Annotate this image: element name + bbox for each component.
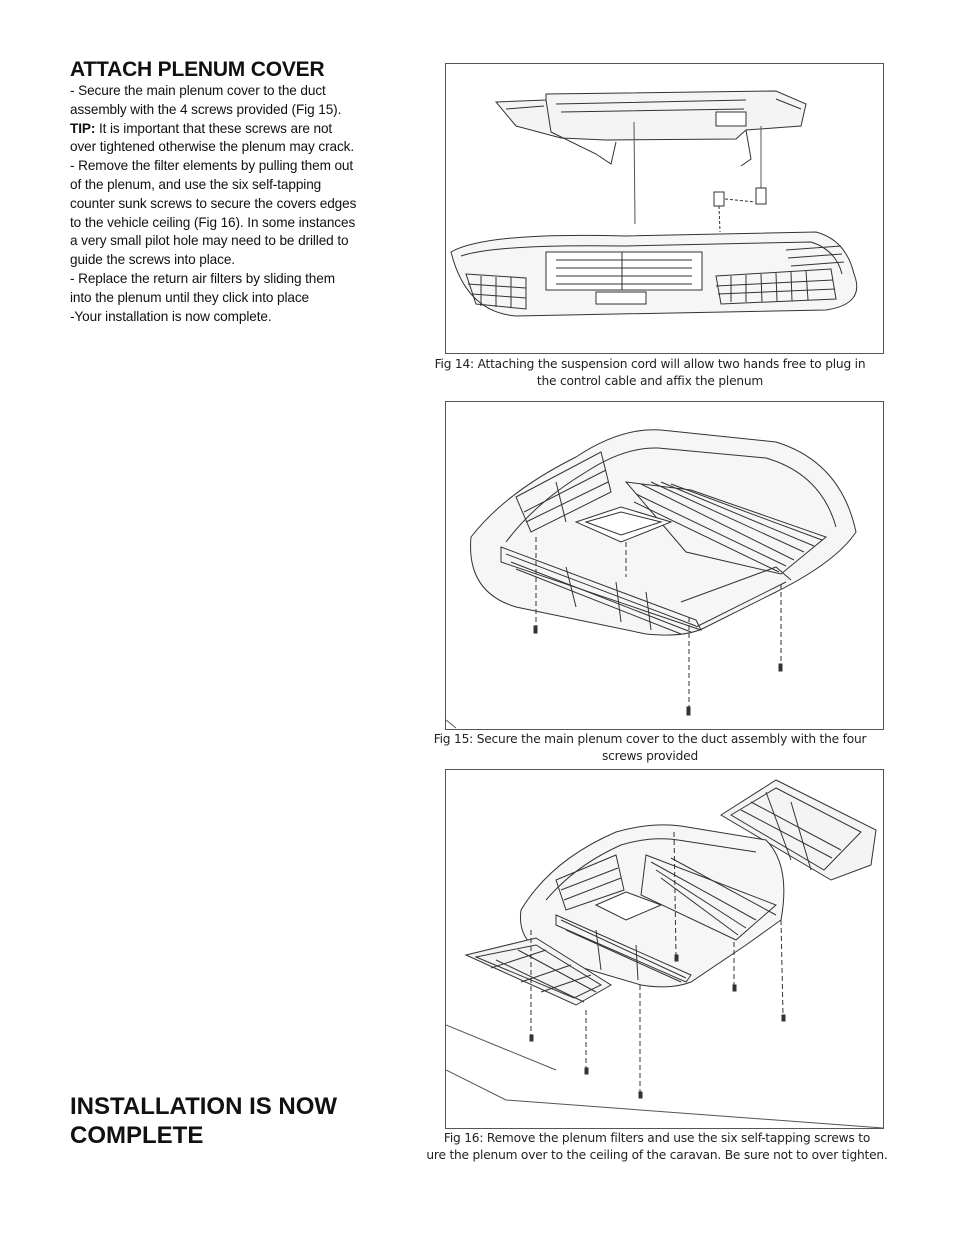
tip-text: It is important that these screws are not over tightened otherwise the plenum may crack. xyxy=(70,120,355,155)
figure-14-caption-line-2: the control cable and affix the plenum xyxy=(536,374,764,388)
instructions-column xyxy=(70,58,360,326)
figure-15-illustration xyxy=(445,401,884,730)
instruction-step-3: - Replace the return air filters by sliding them into the plenum until they click into place xyxy=(70,270,335,305)
figure-15-caption xyxy=(420,731,880,765)
completion-heading: INSTALLATION IS NOW COMPLETE xyxy=(70,1093,338,1149)
figure-14-caption xyxy=(420,356,880,390)
figure-14-caption-line-1: Fig 14: Attaching the suspension cord will allow two hands free to plug in xyxy=(434,357,866,371)
section-heading: ATTACH PLENUM COVER xyxy=(70,58,325,81)
tip-label: TIP: xyxy=(70,120,96,136)
instruction-step-4: -Your installation is now complete. xyxy=(70,308,272,324)
tip-paragraph xyxy=(70,120,360,158)
figure-15-caption-line-2: screws provided xyxy=(602,749,698,763)
instruction-step-1: - Secure the main plenum cover to the duct assembly with the 4 screws provided (Fig 15). xyxy=(70,83,342,117)
figure-15-caption-line-1: Fig 15: Secure the main plenum cover to the duct assembly with the four xyxy=(433,732,867,746)
figure-16-caption xyxy=(420,1130,894,1164)
instruction-step-2: - Remove the filter elements by pulling them out of the plenum, and use the six self-tapping counter sunk screws to secure the covers edges to the vehicle ceiling (Fig 16). In some instances a very small pilot hole may need to be drilled to guide the screws into place. xyxy=(70,158,357,268)
figure-14-illustration xyxy=(445,63,884,354)
figure-16-caption-line-2: ure the plenum over to the ceiling of the caravan. Be sure not to over tighten. xyxy=(426,1148,888,1162)
figure-16-caption-line-1: Fig 16: Remove the plenum filters and use the six self-tapping screws to xyxy=(443,1131,871,1145)
figure-16-illustration xyxy=(445,769,884,1129)
